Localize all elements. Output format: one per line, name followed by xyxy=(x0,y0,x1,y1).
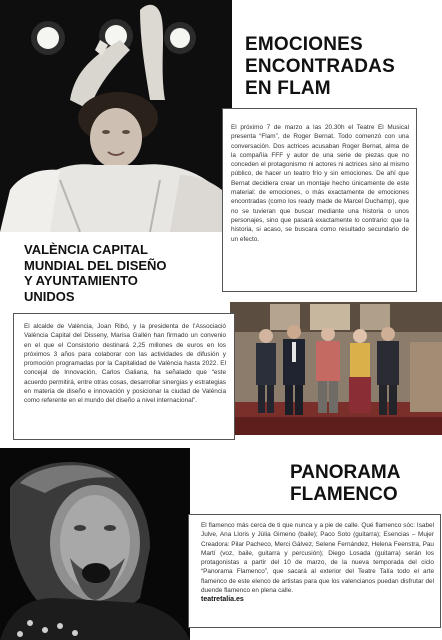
website-link[interactable]: teatretalia.es xyxy=(201,596,244,604)
article-body-text: El alcalde de València, Joan Ribó, y la presidenta de l’Associació València Capital del Disseny, Marisa Gallén han firmado un convenio en el que el Consistorio destinará 2,25 millones de euros en los próximos 3 años para colaborar con las actividades de difusión y promoción programadas por la Capitalidad de València hasta 2022. El concejal de Innovación, Carlos Galiana, ha señalado que “este acuerdo permitirá, entre otras cosas, desarrollar sinergias y estrategias en materia de diseño e innovación y posicionar la ciudad de València como referente en el mundo del diseño a nivel internacional”. xyxy=(24,323,226,405)
article-title-emociones xyxy=(245,34,435,100)
article-title-valencia xyxy=(24,242,229,304)
group-photo xyxy=(230,302,442,435)
title-line: UNIDOS xyxy=(24,288,75,304)
title-line: Y AYUNTAMIENTO xyxy=(24,273,138,288)
article-body-box-valencia xyxy=(13,313,235,440)
article-body-box-panorama xyxy=(188,514,441,628)
title-line: FLAMENCO xyxy=(290,484,398,505)
title-line: ENCONTRADAS xyxy=(245,56,395,77)
article-title-panorama xyxy=(290,462,440,506)
title-line: PANORAMA xyxy=(290,462,401,483)
dancer-photo xyxy=(0,0,232,232)
article-body-text: El próximo 7 de marzo a las 20.30h el Teatre El Musical presenta “Flam”, de Roger Bernat. Todo comenzó con una conversación. Dos actrices acusaban Roger Bernat, alma de la compañía FFF y autor de una serie de piezas que no conceden el protagonismo ni actores ni actrices sino al mismo público, de hacer un teatro frío y sin emociones. De ahí que Bernat decidiera crear un montaje hecho únicamente de este material: de emociones, o más exactamente de emociones encontradas (como los ready made de Marcel Duchamp), que no se tuvieran que buscar mediante una historia o unos personajes, sino que pasará exactamente lo contrario: que la historia, si acaso, se buscara como resultado secundario de un efecto. xyxy=(231,124,409,243)
title-line: VALÈNCIA CAPITAL xyxy=(24,242,148,257)
article-body-box-emociones xyxy=(222,108,417,292)
title-line: MUNDIAL DEL DISEÑO xyxy=(24,257,167,273)
article-body-text: El flamenco más cerca de ti que nunca y a pie de calle. Qué flamenco sóc: Isabel Julve, Ana Lloris y Júlia Gimeno (baile); Paco Soto (guitarra); Esencias – Mujer Creadora: Pilar Pacheco, Merci Gálvez, Selene Fernández, Helena Feenstra, Pau Martí (voz, baile, guitarra y percusión); Diego Losada (guitarra) serán los protagonistas a partir del 10 de marzo, de la nueva temporada del ciclo “Panorama Flamenco”, que sacará al exterior del Teatre Talía todo el arte flamenco de este elenco de artistas para que los valencianos puedan disfrutar del duende flamenco en plena calle. xyxy=(201,522,434,595)
flamenco-singer-photo xyxy=(0,448,190,640)
title-line: EMOCIONES xyxy=(245,34,363,55)
title-line: EN FLAM xyxy=(245,78,331,99)
